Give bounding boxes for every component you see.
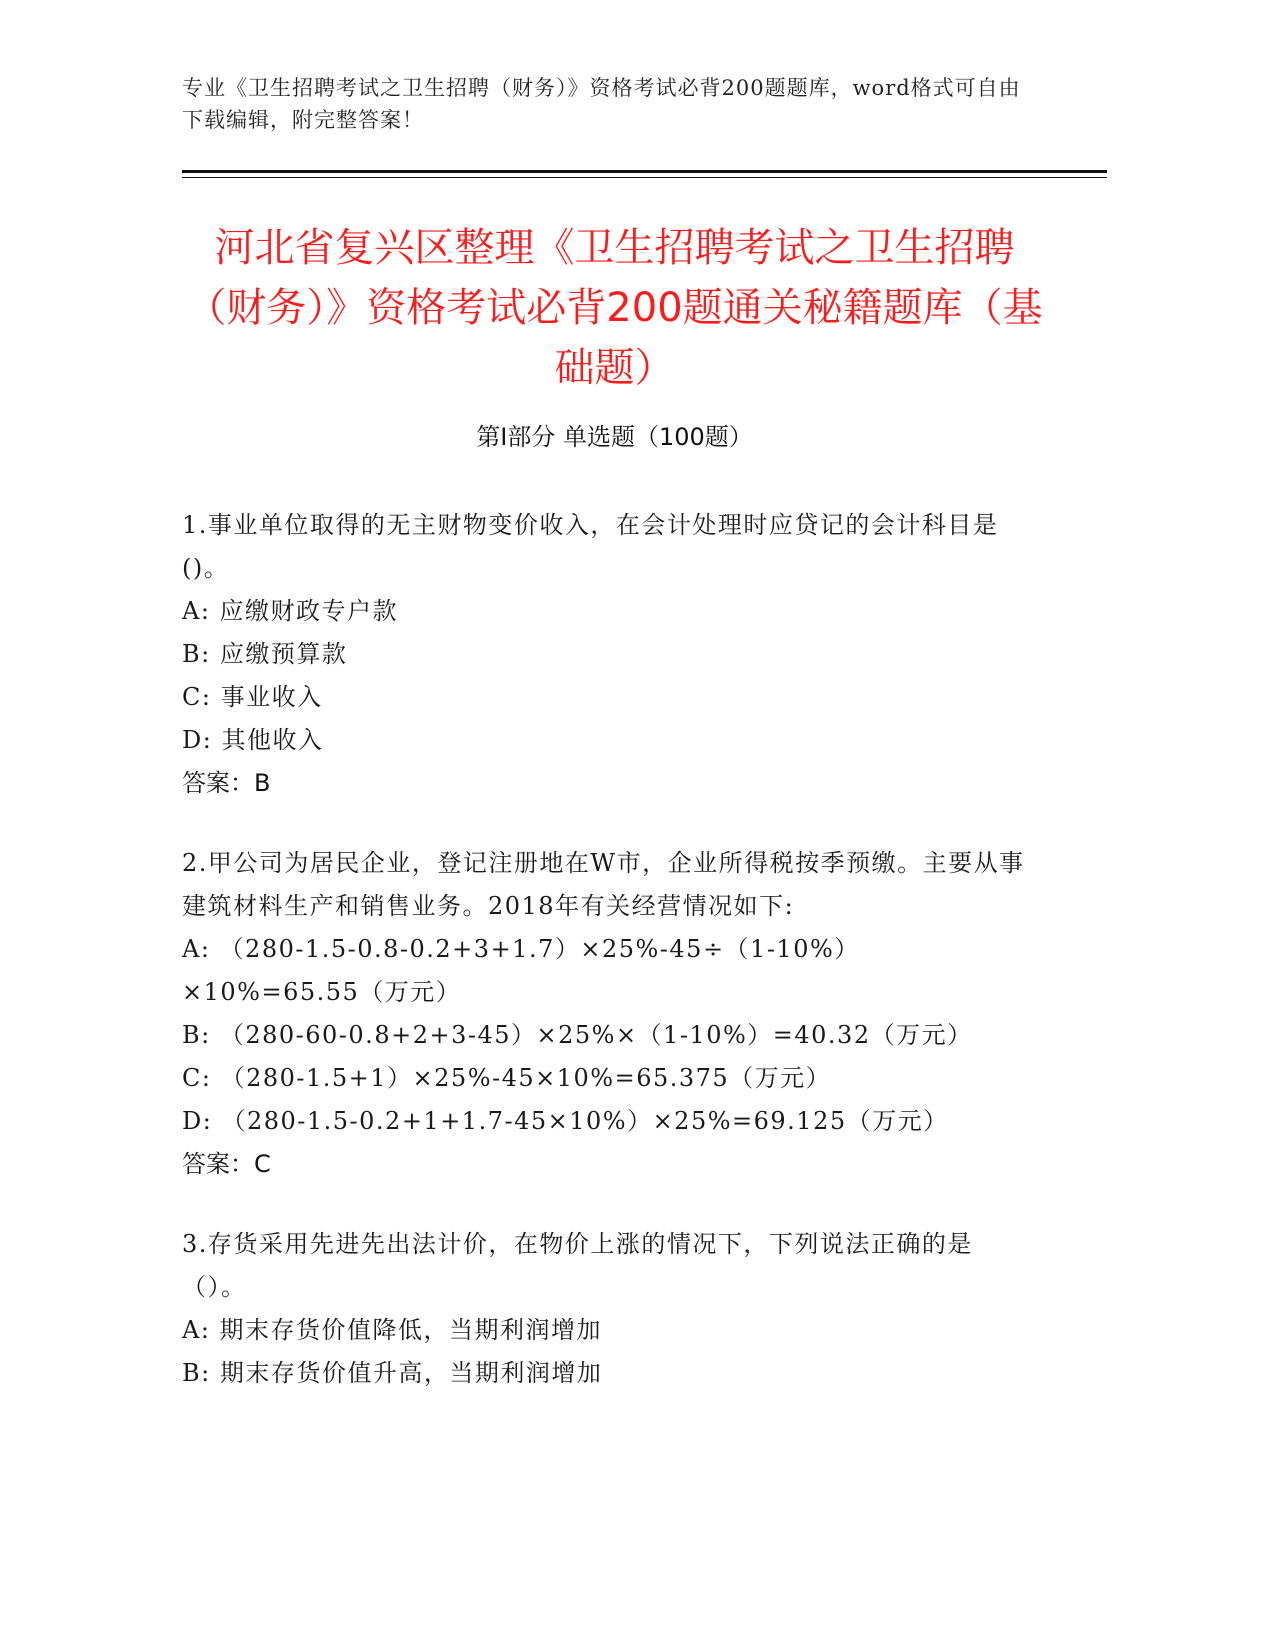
option-b: B: 期末存货价值升高，当期利润增加 [182,1359,603,1387]
header-rule-thin [182,177,1107,178]
option-a: A: 应缴财政专户款 [182,597,399,625]
option-a: A: （280-1.5-0.8-0.2+3+1.7）×25%-45÷（1-10%）×10%=65.55（万元） [182,935,860,1006]
question-2 [182,842,1027,1186]
document-title: 河北省复兴区整理《卫生招聘考试之卫生招聘（财务）》资格考试必背200题通关秘籍题库（基础题） [186,225,1043,391]
answer-line: 答案：C [182,1150,271,1178]
question-stem: 1.事业单位取得的无主财物变价收入，在会计处理时应贷记的会计科目是()。 [182,511,999,582]
question-list [182,504,1027,1432]
option-d: D: 其他收入 [182,726,324,754]
question-stem: 3.存货采用先进先出法计价，在物价上涨的情况下，下列说法正确的是（）。 [182,1230,973,1301]
header-rule-thick [182,170,1107,173]
question-stem: 2.甲公司为居民企业，登记注册地在W市，企业所得税按季预缴。主要从事建筑材料生产和销售业务。2018年有关经营情况如下: [182,849,1025,920]
option-d: D: （280-1.5-0.2+1+1.7-45×10%）×25%=69.125（万元） [182,1107,949,1135]
option-b: B: 应缴预算款 [182,640,348,668]
section-heading: 第I部分 单选题（100题） [476,423,753,451]
answer-line: 答案：B [182,769,271,797]
question-3 [182,1223,1027,1395]
option-c: C: 事业收入 [182,683,323,711]
option-c: C: （280-1.5+1）×25%-45×10%=65.375（万元） [182,1064,832,1092]
option-b: B: （280-60-0.8+2+3-45）×25%×（1-10%）=40.32（万元） [182,1021,973,1049]
question-1 [182,504,1027,805]
header-note: 专业《卫生招聘考试之卫生招聘（财务）》资格考试必背200题题库，word格式可自由下载编辑，附完整答案！ [182,76,1021,132]
option-a: A: 期末存货价值降低，当期利润增加 [182,1316,603,1344]
